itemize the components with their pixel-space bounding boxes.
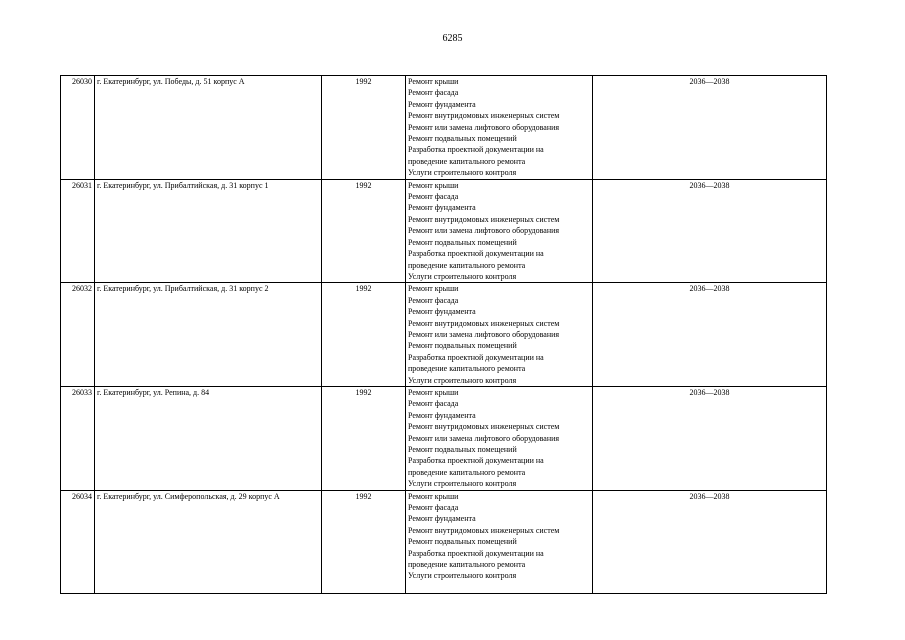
work-item: Ремонт подвальных помещений	[408, 445, 517, 454]
work-item: Ремонт внутридомовых инженерных систем	[408, 214, 560, 224]
work-item: Ремонт подвальных помещений	[408, 537, 517, 547]
repair-schedule-table	[60, 75, 827, 594]
table-row	[61, 283, 827, 387]
work-item: Ремонт или замена лифтового оборудования	[408, 226, 560, 236]
work-item: Услуги строительного контроля	[408, 168, 517, 178]
row-address: г. Екатеринбург, ул. Симферопольская, д. 29 корпус А	[95, 490, 322, 593]
work-item: Ремонт или замена лифтового оборудования	[408, 122, 560, 132]
row-year: 1992	[322, 283, 406, 387]
row-id: 26034	[61, 490, 95, 593]
work-item: Разработка проектной документации на	[408, 352, 544, 362]
work-item: Услуги строительного контроля	[408, 271, 517, 281]
row-year: 1992	[322, 179, 406, 283]
work-item: Ремонт фундамента	[408, 410, 476, 420]
row-year: 1992	[322, 76, 406, 180]
row-year: 1992	[322, 386, 406, 490]
table-row	[61, 490, 827, 593]
work-item: Услуги строительного контроля	[408, 375, 517, 385]
work-item: Ремонт или замена лифтового оборудования	[408, 433, 560, 443]
work-item: Ремонт крыши	[408, 491, 459, 501]
row-works	[406, 386, 593, 490]
row-id: 26032	[61, 283, 95, 387]
work-item: Ремонт внутридомовых инженерных систем	[408, 318, 560, 328]
work-item: Ремонт внутридомовых инженерных систем	[408, 111, 560, 121]
work-item: проведение капитального ремонта	[408, 467, 526, 477]
row-period: 2036—2038	[593, 490, 827, 593]
table-row	[61, 386, 827, 490]
row-address: г. Екатеринбург, ул. Прибалтийская, д. 31 корпус 1	[95, 179, 322, 283]
work-item: Ремонт или замена лифтового оборудования	[408, 329, 560, 339]
row-id: 26030	[61, 76, 95, 180]
page-number: 6285	[442, 33, 463, 44]
work-item: Ремонт фундамента	[408, 99, 476, 109]
work-item: Ремонт подвальных помещений	[408, 134, 517, 144]
work-item: Ремонт подвальных помещений	[408, 341, 517, 351]
work-item: Разработка проектной документации на	[408, 249, 544, 259]
row-period: 2036—2038	[593, 76, 827, 180]
work-item: Ремонт фасада	[408, 192, 459, 202]
work-item: Ремонт фасада	[408, 295, 459, 305]
work-item: Ремонт внутридомовых инженерных систем	[408, 422, 560, 432]
work-item: Ремонт крыши	[408, 77, 459, 86]
work-item: Ремонт фасада	[408, 399, 459, 409]
row-works	[406, 283, 593, 387]
table-row	[61, 179, 827, 283]
work-item: Услуги строительного контроля	[408, 571, 517, 581]
work-item: Ремонт внутридомовых инженерных систем	[408, 525, 560, 535]
row-address: г. Екатеринбург, ул. Репина, д. 84	[95, 386, 322, 490]
row-year: 1992	[322, 490, 406, 593]
row-works	[406, 76, 593, 180]
work-item: проведение капитального ремонта	[408, 364, 526, 374]
work-item: Ремонт подвальных помещений	[408, 237, 517, 247]
work-item: Ремонт крыши	[408, 387, 459, 397]
work-item: Разработка проектной документации на	[408, 145, 544, 155]
work-item: Ремонт фундамента	[408, 203, 476, 213]
row-period: 2036—2038	[593, 386, 827, 490]
work-item: Ремонт крыши	[408, 180, 459, 190]
table-row	[61, 76, 827, 180]
work-item: проведение капитального ремонта	[408, 156, 526, 166]
work-item: проведение капитального ремонта	[408, 260, 526, 270]
work-item: Ремонт фасада	[408, 503, 459, 513]
row-period: 2036—2038	[593, 283, 827, 387]
work-item: Ремонт фасада	[408, 88, 459, 98]
row-period: 2036—2038	[593, 179, 827, 283]
work-item: проведение капитального ремонта	[408, 560, 526, 570]
work-item: Ремонт фундамента	[408, 514, 476, 524]
row-works	[406, 179, 593, 283]
work-item: Разработка проектной документации на	[408, 548, 544, 558]
row-works	[406, 490, 593, 593]
work-item: Услуги строительного контроля	[408, 479, 517, 489]
row-address: г. Екатеринбург, ул. Прибалтийская, д. 31 корпус 2	[95, 283, 322, 387]
work-item: Ремонт крыши	[408, 284, 459, 294]
work-item: Ремонт фундамента	[408, 307, 476, 317]
work-item: Разработка проектной документации на	[408, 456, 544, 466]
row-address: г. Екатеринбург, ул. Победы, д. 51 корпус А	[95, 76, 322, 180]
row-id: 26033	[61, 386, 95, 490]
row-id: 26031	[61, 179, 95, 283]
